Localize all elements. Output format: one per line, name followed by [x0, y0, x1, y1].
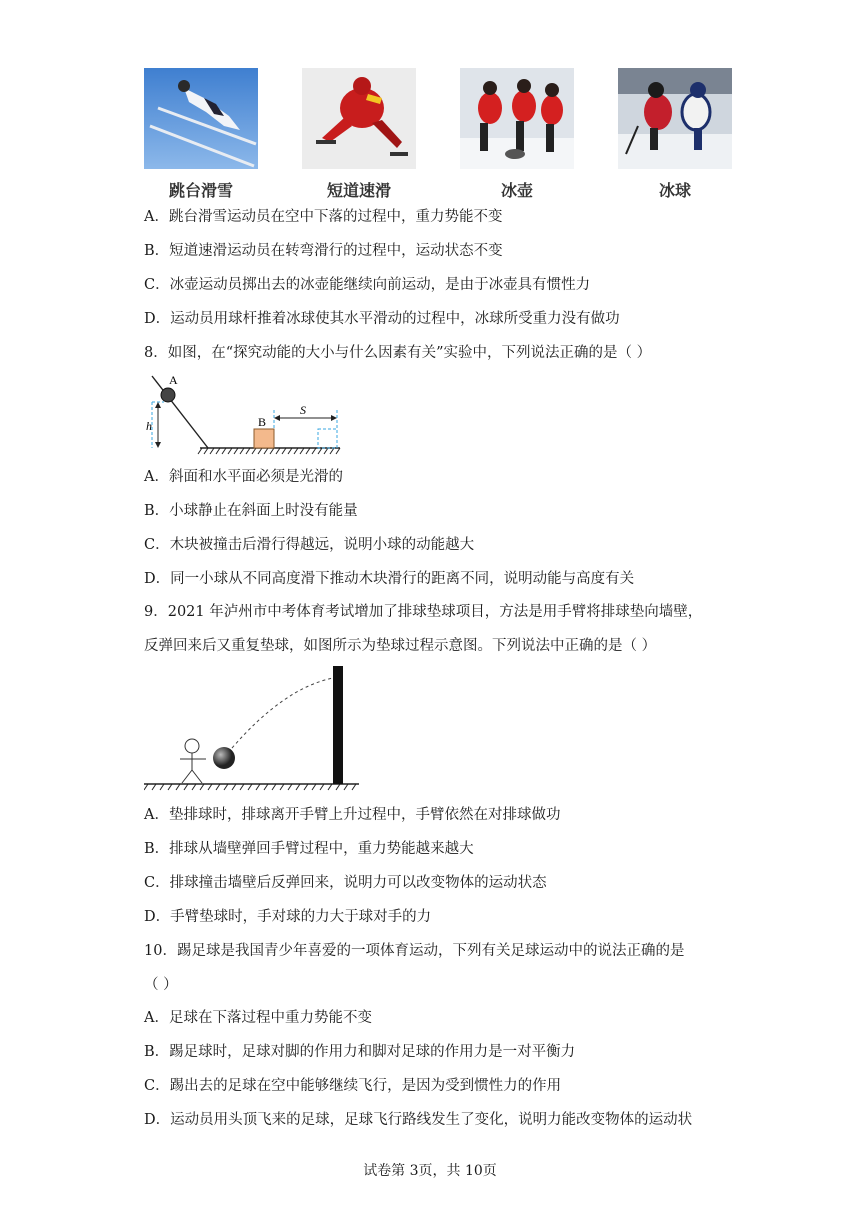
caption-curling: 冰壶 [500, 181, 533, 200]
short-track-photo [302, 68, 416, 169]
q7-option-a: A．跳台滑雪运动员在空中下落的过程中，重力势能不变 [144, 209, 503, 225]
caption-ski-jump: 跳台滑雪 [168, 181, 233, 200]
q8-diagram [144, 370, 344, 460]
q10-option-d: D．运动员用头顶飞来的足球，足球飞行路线发生了变化，说明力能改变物体的运动状 [144, 1112, 693, 1128]
label-a: A [169, 373, 178, 387]
q7-option-b: B．短道速滑运动员在转弯滑行的过程中，运动状态不变 [144, 243, 503, 259]
q10-option-a: A．足球在下落过程中重力势能不变 [144, 1010, 372, 1026]
q9-stem-line2: 反弹回来后又重复垫球，如图所示为垫球过程示意图。下列说法中正确的是（ ） [144, 638, 657, 654]
q10-stem-line2: （ ） [144, 977, 178, 993]
label-s: S [300, 403, 306, 417]
ski-jump-photo [144, 68, 258, 169]
q7-option-c: C．冰壶运动员掷出去的冰壶能继续向前运动，是由于冰壶具有惯性力 [144, 277, 591, 293]
ice-hockey-photo [618, 68, 732, 169]
q8-option-a: A．斜面和水平面必须是光滑的 [144, 469, 343, 485]
q10-option-c: C．踢出去的足球在空中能够继续飞行，是因为受到惯性力的作用 [144, 1078, 562, 1094]
caption-ice-hockey: 冰球 [658, 181, 691, 200]
label-b: B [258, 415, 267, 429]
q8-stem: 8．如图，在“探究动能的大小与什么因素有关”实验中，下列说法正确的是（ ） [144, 345, 652, 361]
q9-option-d: D．手臂垫球时，手对球的力大于球对手的力 [144, 909, 432, 925]
q8-option-b: B．小球静止在斜面上时没有能量 [144, 503, 358, 519]
caption-short-track: 短道速滑 [326, 181, 391, 200]
q10-option-b: B．踢足球时，足球对脚的作用力和脚对足球的作用力是一对平衡力 [144, 1044, 576, 1060]
q8-option-c: C．木块被撞击后滑行得越远，说明小球的动能越大 [144, 537, 475, 553]
q9-stem-line1: 9．2021 年泸州市中考体育考试增加了排球垫球项目，方法是用手臂将排球垫向墙壁， [144, 604, 703, 620]
q9-option-b: B．排球从墙壁弹回手臂过程中，重力势能越来越大 [144, 841, 474, 857]
q9-diagram [144, 662, 364, 792]
q9-option-a: A．垫排球时，排球离开手臂上升过程中，手臂依然在对排球做功 [144, 807, 561, 823]
q7-option-d: D．运动员用球杆推着冰球使其水平滑动的过程中，冰球所受重力没有做功 [144, 311, 620, 327]
q9-option-c: C．排球撞击墙壁后反弹回来，说明力可以改变物体的运动状态 [144, 875, 547, 891]
label-h: h [146, 419, 152, 433]
curling-photo [460, 68, 574, 169]
page-footer: 试卷第 3页，共 10页 [363, 1163, 497, 1179]
q8-option-d: D．同一小球从不同高度滑下推动木块滑行的距离不同，说明动能与高度有关 [144, 571, 635, 587]
q10-stem-line1: 10．踢足球是我国青少年喜爱的一项体育运动，下列有关足球运动中的说法正确的是 [144, 943, 685, 959]
